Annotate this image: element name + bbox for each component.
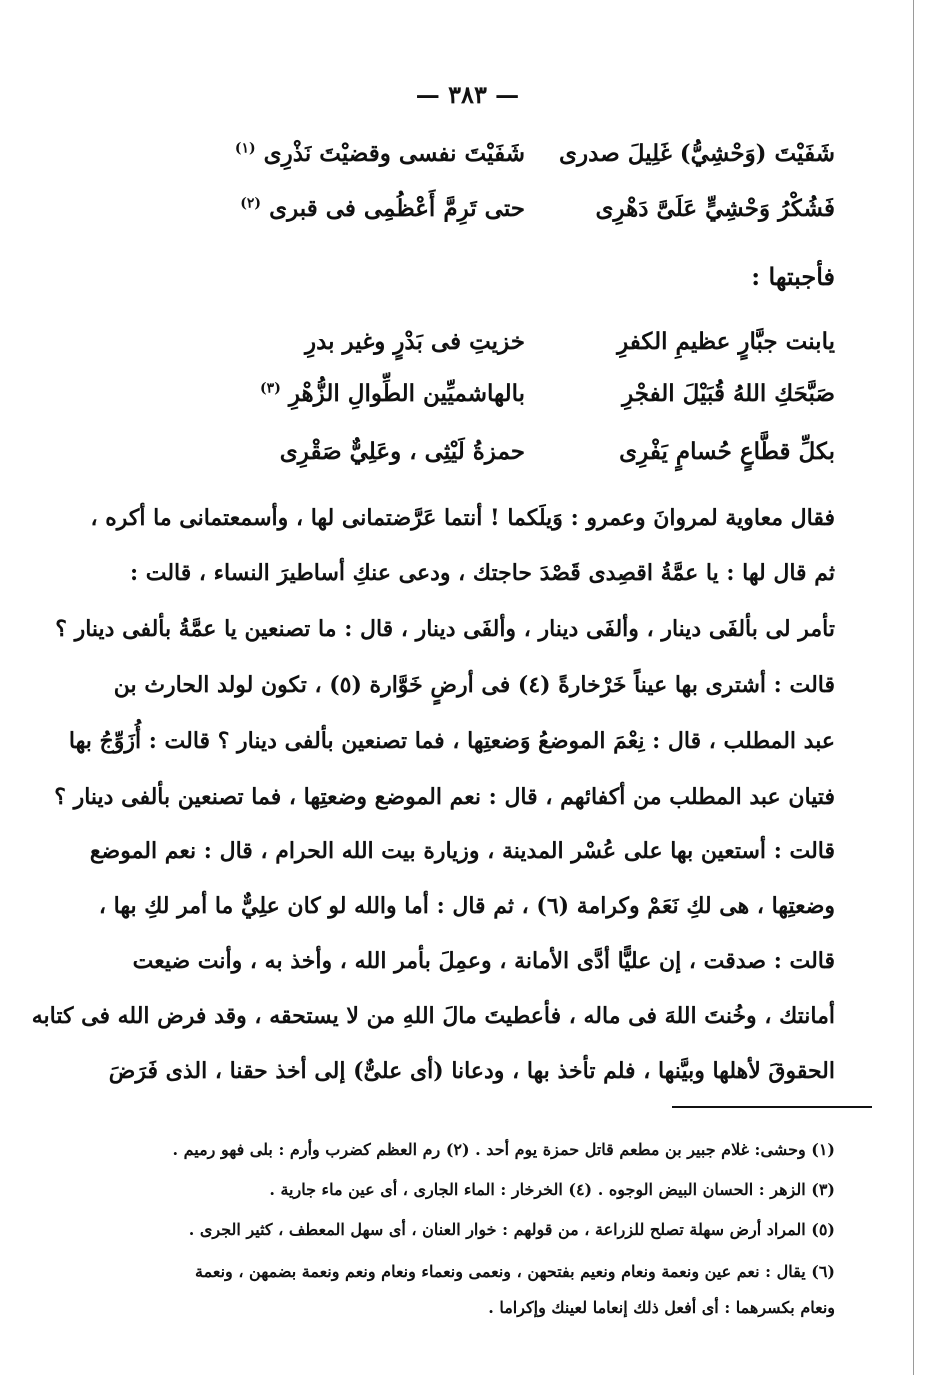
- page-edge-line: [913, 0, 914, 1375]
- verse-second-text: حتى تَرِمَّ أَعْظُمِى فى قبرى: [269, 195, 525, 222]
- verse-second-text: بالهاشميِّين الطِّوالِ الزُّهْرِ: [288, 380, 525, 407]
- verse-line: [235, 438, 835, 486]
- verse-second-hemistich: [235, 140, 525, 167]
- prose-line: تأمر لى بألفَى دينار ، وألفَى دينار ، وألفَى دينار ، قال : ما تصنعين يا عمَّةُ بألفى دينار ؟: [55, 616, 835, 642]
- prose-line: ثم قال لها : يا عمَّةُ اقصِدى قَصْدَ حاجتك ، ودعى عنكِ أساطيرَ النساء ، قالت :: [129, 560, 835, 586]
- prose-line: قالت : أشترى بها عيناً خَرْخارةً (٤) فى أرضٍ خَوَّارة (٥) ، تكون لولد الحارث بن: [113, 672, 835, 698]
- prose-line: أمانتك ، وخُنتَ اللهَ فى ماله ، فأعطيتَ مالَ اللهِ من لا يستحقه ، وقد فرض الله فى كتابه: [31, 1003, 835, 1029]
- prose-line: فتيان عبد المطلب من أكفائهم ، قال : نعم الموضع وضعتِها ، فما تصنعين بألفى دينار ؟: [54, 784, 835, 810]
- verse-line: [235, 328, 835, 376]
- verse-line: [235, 380, 835, 428]
- footnote-marker: (٣): [260, 380, 281, 397]
- prose-line: قالت : صدقت ، إن عليًّا أدَّى الأمانة ، وعمِلَ بأمر الله ، وأخذ به ، وأنت ضيعت: [132, 948, 835, 974]
- verse-second-text: خزيتِ فى بَدْرٍ وغير بدرِ: [304, 328, 525, 355]
- verse-second-hemistich: [260, 380, 525, 407]
- footnote: (٥) المراد أرض سهلة تصلح للزراعة ، من قولهم : خوار العنان ، أى سهل المعطف ، كثير الجرى .: [188, 1220, 835, 1239]
- page-number: — ٣٨٣ —: [415, 80, 520, 109]
- footnote: (٦) يقال : نعم عين ونعمة ونعام ونعيم بفتحهن ، ونعمى ونعماء ونعام ونعم ونعمة بضمهن ، ونعمة: [195, 1262, 835, 1281]
- verse-second-text: شَفَيْتَ نفسى وقضيْتَ نَذْرِى: [263, 140, 525, 167]
- footnote: (٣) الزهر : الحسان البيض الوجوه . (٤) الخرخار : الماء الجارى ، أى عين ماء جارية .: [269, 1180, 835, 1199]
- footnote-separator: [672, 1106, 872, 1108]
- prose-line: الحقوقَ لأهلها وبيَّنها ، فلم تأخذ بها ، ودعانا (أى علىٌّ) إلى أخذ حقنا ، الذى فَرَضَ: [108, 1058, 835, 1084]
- verse-first-hemistich: بكلِّ قطَّاعٍ حُسامٍ يَفْرِى: [619, 438, 835, 465]
- verse-first-hemistich: فَشُكْرُ وَحْشِيٍّ عَلَىَّ دَهْرِى: [595, 195, 835, 222]
- verse-first-hemistich: شَفَيْتَ (وَحْشِيُّ) غَلِيلَ صدرى: [559, 140, 835, 167]
- verse-first-hemistich: يابنت جبَّارٍ عظيمِ الكفرِ: [617, 328, 835, 355]
- footnote-marker: (٢): [240, 195, 262, 212]
- verse-second-text: حمزةُ لَيْثِى ، وعَلِيٌّ صَقْرِى: [279, 438, 525, 465]
- prose-line: عبد المطلب ، قال : نِعْمَ الموضعُ وَضعتِها ، فما تصنعين بألفى دينار ؟ قالت : أُزَوِّجُ بها: [68, 728, 835, 754]
- prose-line: قالت : أستعين بها على عُسْر المدينة ، وزيارة بيت الله الحرام ، قال : نعم الموضع: [89, 838, 835, 864]
- verse-line: [235, 140, 835, 188]
- verse-second-hemistich: [305, 328, 525, 355]
- footnote: (١) وحشى: غلام جبير بن مطعم قاتل حمزة يوم أحد . (٢) رم العظم كضرب وأرم : بلى فهو رميم .: [172, 1140, 835, 1159]
- footnote: ونعام بكسرهما : أى أفعل ذلك إنعاما لعينك وإكراما .: [488, 1298, 835, 1317]
- verse-second-hemistich: [240, 195, 525, 222]
- verse-first-hemistich: صَبَّحَكِ اللهُ قُبَيْلَ الفجْرِ: [622, 380, 835, 407]
- answer-heading: فأجبتها :: [751, 262, 835, 291]
- prose-line: وضعتِها ، هى لكِ نَعَمْ وكرامة (٦) ، ثم قال : أما والله لو كان علِيٌّ ما أمر لكِ بها ،: [98, 893, 835, 919]
- prose-line: فقال معاوية لمروانَ وعمرو : وَيلَكما ! أنتما عَرَّضتمانى لها ، وأسمعتمانى ما أكره ،: [90, 505, 835, 531]
- footnote-marker: (١): [234, 140, 256, 157]
- verse-second-hemistich: [280, 438, 525, 465]
- verse-line: [235, 195, 835, 243]
